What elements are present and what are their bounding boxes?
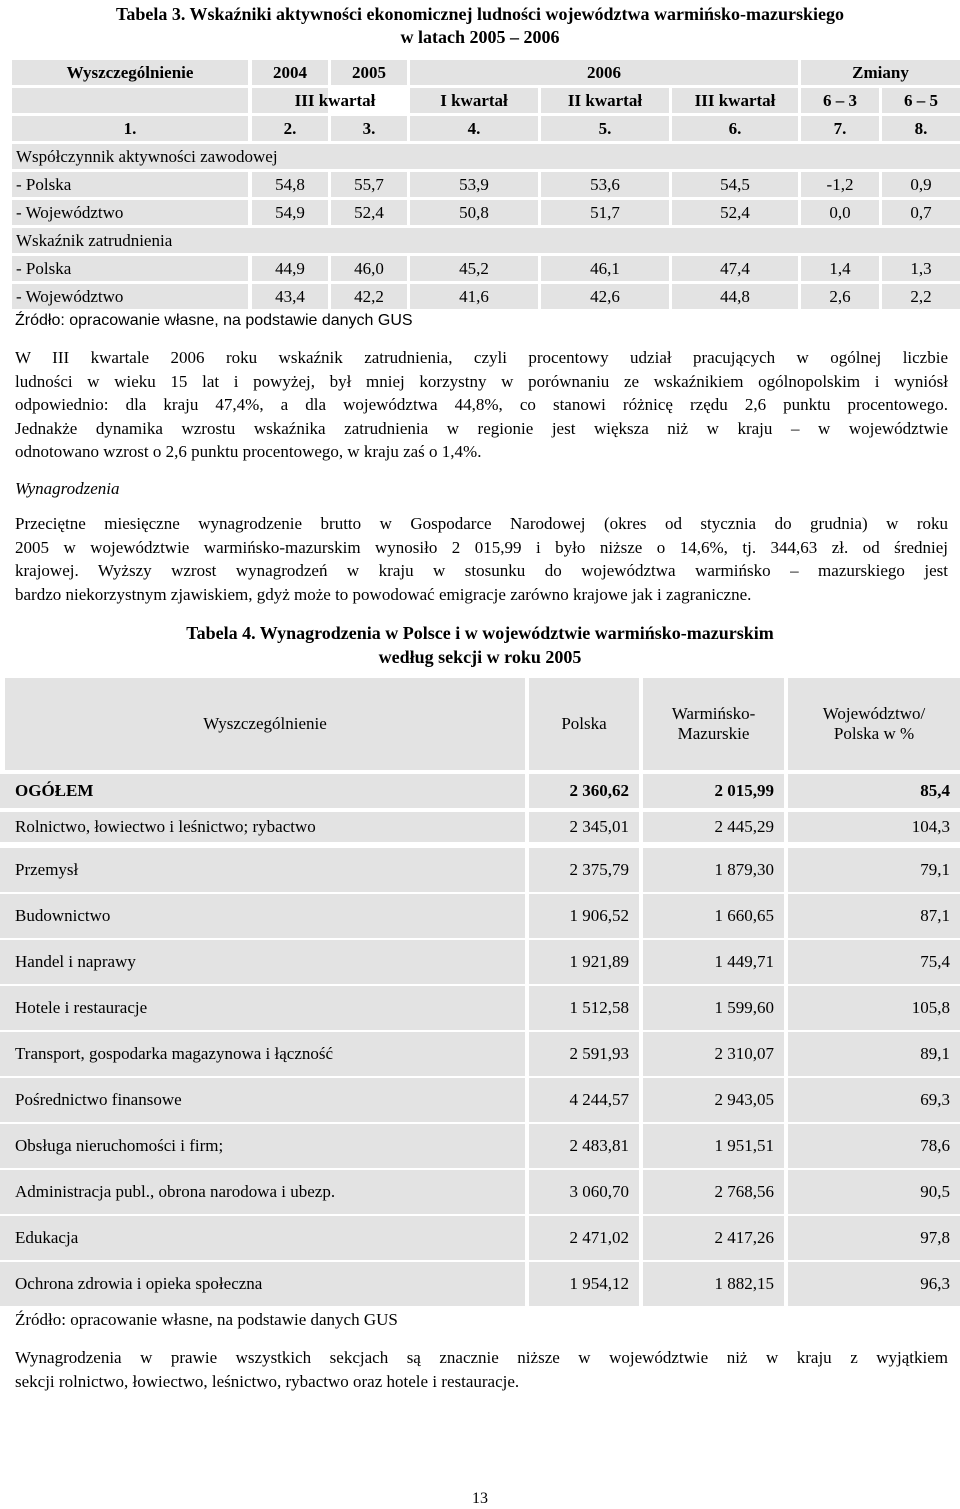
table-row xyxy=(0,1032,960,1076)
row-label: Ochrona zdrowia i opieka społeczna xyxy=(0,1262,525,1306)
cell: 105,8 xyxy=(788,986,960,1030)
cell: 2,2 xyxy=(882,284,960,309)
table3-title-line2: w latach 2005 – 2006 xyxy=(400,27,560,47)
table3-header-row2 xyxy=(12,88,960,115)
row-label: OGÓŁEM xyxy=(0,774,525,808)
cell: 42,2 xyxy=(331,284,407,309)
table3-section-zatrudnienie xyxy=(12,228,960,255)
row-label: Rolnictwo, łowiectwo i leśnictwo; rybactwo xyxy=(0,812,525,842)
cell: 1,4 xyxy=(801,256,879,281)
table-row xyxy=(0,1124,960,1168)
cell: 104,3 xyxy=(788,812,960,842)
col-num-6: 6. xyxy=(672,116,798,141)
cell: 43,4 xyxy=(252,284,328,309)
row-label: Transport, gospodarka magazynowa i łączność xyxy=(0,1032,525,1076)
table-row xyxy=(0,940,960,984)
paragraph-zatrudnienie xyxy=(15,346,948,464)
cell: 85,4 xyxy=(788,774,960,808)
cell: 2 375,79 xyxy=(529,848,639,892)
paragraph-line: Przeciętne miesięczne wynagrodzenie brutto w Gospodarce Narodowej (okres od stycznia do grudnia) w roku xyxy=(15,514,948,533)
cell: 54,9 xyxy=(252,200,328,225)
cell: 2 015,99 xyxy=(643,774,784,808)
table3-source: Źródło: opracowanie własne, na podstawie danych GUS xyxy=(15,312,413,329)
cell: 1 660,65 xyxy=(643,894,784,938)
cell: 1 954,12 xyxy=(529,1262,639,1306)
header-wyszczegolnienie: Wyszczególnienie xyxy=(12,60,248,85)
cell: 4 244,57 xyxy=(529,1078,639,1122)
header-zmiany: Zmiany xyxy=(801,60,960,85)
col-num-5: 5. xyxy=(541,116,669,141)
col-num-1: 1. xyxy=(12,116,248,141)
table-row xyxy=(0,986,960,1030)
cell: 87,1 xyxy=(788,894,960,938)
row-label: - Polska xyxy=(12,256,248,281)
cell: 2 417,26 xyxy=(643,1216,784,1260)
table3-row xyxy=(12,200,960,227)
cell: 75,4 xyxy=(788,940,960,984)
row-label: Przemysł xyxy=(0,848,525,892)
paragraph-line: odnotowano wzrost o 2,6 punktu procentowego, w kraju zaś o 1,4%. xyxy=(15,442,482,461)
t4-header-wyszczegolnienie: Wyszczególnienie xyxy=(5,678,525,770)
row-label: - Polska xyxy=(12,172,248,197)
cell: 1 879,30 xyxy=(643,848,784,892)
paragraph-line: bardzo niekorzystnym zjawiskiem, gdyż może to powodować emigracje zarówno krajowe jak i zagraniczne. xyxy=(15,584,752,604)
cell: 55,7 xyxy=(331,172,407,197)
section-label: Wskaźnik zatrudnienia xyxy=(12,228,960,253)
section-label: Współczynnik aktywności zawodowej xyxy=(12,144,960,169)
header-6-5: 6 – 5 xyxy=(882,88,960,113)
cell: 1 906,52 xyxy=(529,894,639,938)
cell: 78,6 xyxy=(788,1124,960,1168)
cell: 2 471,02 xyxy=(529,1216,639,1260)
header-q1: I kwartał xyxy=(410,88,538,113)
cell: 96,3 xyxy=(788,1262,960,1306)
cell: 2 943,05 xyxy=(643,1078,784,1122)
cell: 1 921,89 xyxy=(529,940,639,984)
paragraph-line: sekcji rolnictwo, łowiectwo, leśnictwo, rybactwo oraz hotele i restauracje. xyxy=(15,1371,520,1391)
table3-col-numbers xyxy=(12,116,960,143)
cell: 54,5 xyxy=(672,172,798,197)
cell: 3 060,70 xyxy=(529,1170,639,1214)
cell: -1,2 xyxy=(801,172,879,197)
cell: 89,1 xyxy=(788,1032,960,1076)
cell: 52,4 xyxy=(672,200,798,225)
cell: 2 591,93 xyxy=(529,1032,639,1076)
col-num-4: 4. xyxy=(410,116,538,141)
cell: 1 512,58 xyxy=(529,986,639,1030)
table3-section-aktywnosc xyxy=(12,144,960,171)
table-row xyxy=(0,894,960,938)
row-label: Administracja publ., obrona narodowa i ubezp. xyxy=(0,1170,525,1214)
page-number: 13 xyxy=(472,1490,488,1507)
table-row xyxy=(0,1216,960,1260)
table-row xyxy=(0,848,960,892)
cell: 0,9 xyxy=(882,172,960,197)
cell: 51,7 xyxy=(541,200,669,225)
cell: 1 449,71 xyxy=(643,940,784,984)
row-label: - Województwo xyxy=(12,284,248,309)
col-num-8: 8. xyxy=(882,116,960,141)
cell: 90,5 xyxy=(788,1170,960,1214)
table3-row xyxy=(12,284,960,311)
row-label: Budownictwo xyxy=(0,894,525,938)
cell: 53,9 xyxy=(410,172,538,197)
cell: 1 951,51 xyxy=(643,1124,784,1168)
t4-header-polska: Polska xyxy=(529,678,639,770)
cell: 1 599,60 xyxy=(643,986,784,1030)
table3-row xyxy=(12,256,960,283)
t4-header-wm: Warmińsko- Mazurskie xyxy=(643,678,784,770)
cell: 54,8 xyxy=(252,172,328,197)
paragraph-line: odpowiednio: dla kraju 47,4%, a dla województwa 44,8%, co stanowi różnicę rzędu 2,6 punktu procentowego. xyxy=(15,395,948,414)
cell: 2 360,62 xyxy=(529,774,639,808)
cell: 2 483,81 xyxy=(529,1124,639,1168)
header-2006: 2006 xyxy=(410,60,798,85)
header-2005: 2005 xyxy=(331,60,407,85)
row-label: Hotele i restauracje xyxy=(0,986,525,1030)
cell: 0,0 xyxy=(801,200,879,225)
cell: 69,3 xyxy=(788,1078,960,1122)
col-num-2: 2. xyxy=(252,116,328,141)
cell: 2 310,07 xyxy=(643,1032,784,1076)
table-row xyxy=(0,1078,960,1122)
table4-title-line1: Tabela 4. Wynagrodzenia w Polsce i w województwie warmińsko-mazurskim xyxy=(186,623,774,643)
cell: 2,6 xyxy=(801,284,879,309)
row-label: Handel i naprawy xyxy=(0,940,525,984)
cell: 50,8 xyxy=(410,200,538,225)
header-q3-2005: III kwartał xyxy=(294,91,376,110)
cell: 2 445,29 xyxy=(643,812,784,842)
table3-row xyxy=(12,172,960,199)
table3-header-row1 xyxy=(12,60,960,87)
col-num-7: 7. xyxy=(801,116,879,141)
paragraph-line: ludności w wieku 15 lat i powyżej, był mniej korzystny w porównaniu ze wskaźnikiem ogólnopolskim i wyniósł xyxy=(15,371,948,391)
table4-source: Źródło: opracowanie własne, na podstawie danych GUS xyxy=(15,1310,398,1329)
cell: 53,6 xyxy=(541,172,669,197)
paragraph-line: krajowej. Wyższy wzrost wynagrodzeń w kraju w stosunku do województwa warmińsko – mazurskiego jest xyxy=(15,561,948,580)
cell: 42,6 xyxy=(541,284,669,309)
cell: 46,1 xyxy=(541,256,669,281)
cell: 79,1 xyxy=(788,848,960,892)
header-q2: II kwartał xyxy=(541,88,669,113)
paragraph-summary xyxy=(15,1346,948,1393)
cell: 2 768,56 xyxy=(643,1170,784,1214)
cell: 0,7 xyxy=(882,200,960,225)
paragraph-line: W III kwartale 2006 roku wskaźnik zatrudnienia, czyli procentowy udział pracujących w ogólnej liczbie xyxy=(15,348,948,367)
cell: 41,6 xyxy=(410,284,538,309)
cell: 44,8 xyxy=(672,284,798,309)
cell: 44,9 xyxy=(252,256,328,281)
cell: 97,8 xyxy=(788,1216,960,1260)
cell: 1 882,15 xyxy=(643,1262,784,1306)
cell: 2 345,01 xyxy=(529,812,639,842)
header-6-3: 6 – 3 xyxy=(801,88,879,113)
table4-total-row xyxy=(0,774,960,808)
table-row xyxy=(0,1262,960,1306)
table-row xyxy=(0,1170,960,1214)
heading-wynagrodzenia: Wynagrodzenia xyxy=(15,479,120,498)
row-label: Obsługa nieruchomości i firm; xyxy=(0,1124,525,1168)
row-label: Edukacja xyxy=(0,1216,525,1260)
row-label: Pośrednictwo finansowe xyxy=(0,1078,525,1122)
table4-header xyxy=(0,678,960,770)
cell: 1,3 xyxy=(882,256,960,281)
row-label: - Województwo xyxy=(12,200,248,225)
cell: 47,4 xyxy=(672,256,798,281)
table-row xyxy=(0,812,960,842)
paragraph-line: Jednakże dynamika wzrostu wskaźnika zatrudnienia w regionie jest większa niż w kraju – w województwie xyxy=(15,418,948,438)
cell: 52,4 xyxy=(331,200,407,225)
table3-title-line1: Tabela 3. Wskaźniki aktywności ekonomicznej ludności województwa warmińsko-mazurskiego xyxy=(115,4,845,24)
paragraph-line: 2005 w województwie warmińsko-mazurskim wynosiło 2 015,99 i było niższe o 14,6%, tj. 344,63 zł. od średniej xyxy=(15,537,948,557)
table4-title-line2: według sekcji w roku 2005 xyxy=(378,647,582,667)
header-2004: 2004 xyxy=(252,60,328,85)
paragraph-wynagrodzenia xyxy=(15,512,948,606)
paragraph-line: Wynagrodzenia w prawie wszystkich sekcjach są znacznie niższe w województwie niż w kraju z wyjątkiem xyxy=(15,1348,948,1367)
col-num-3: 3. xyxy=(331,116,407,141)
header-q3: III kwartał xyxy=(672,88,798,113)
cell: 45,2 xyxy=(410,256,538,281)
t4-header-pct: Województwo/ Polska w % xyxy=(788,678,960,770)
cell: 46,0 xyxy=(331,256,407,281)
